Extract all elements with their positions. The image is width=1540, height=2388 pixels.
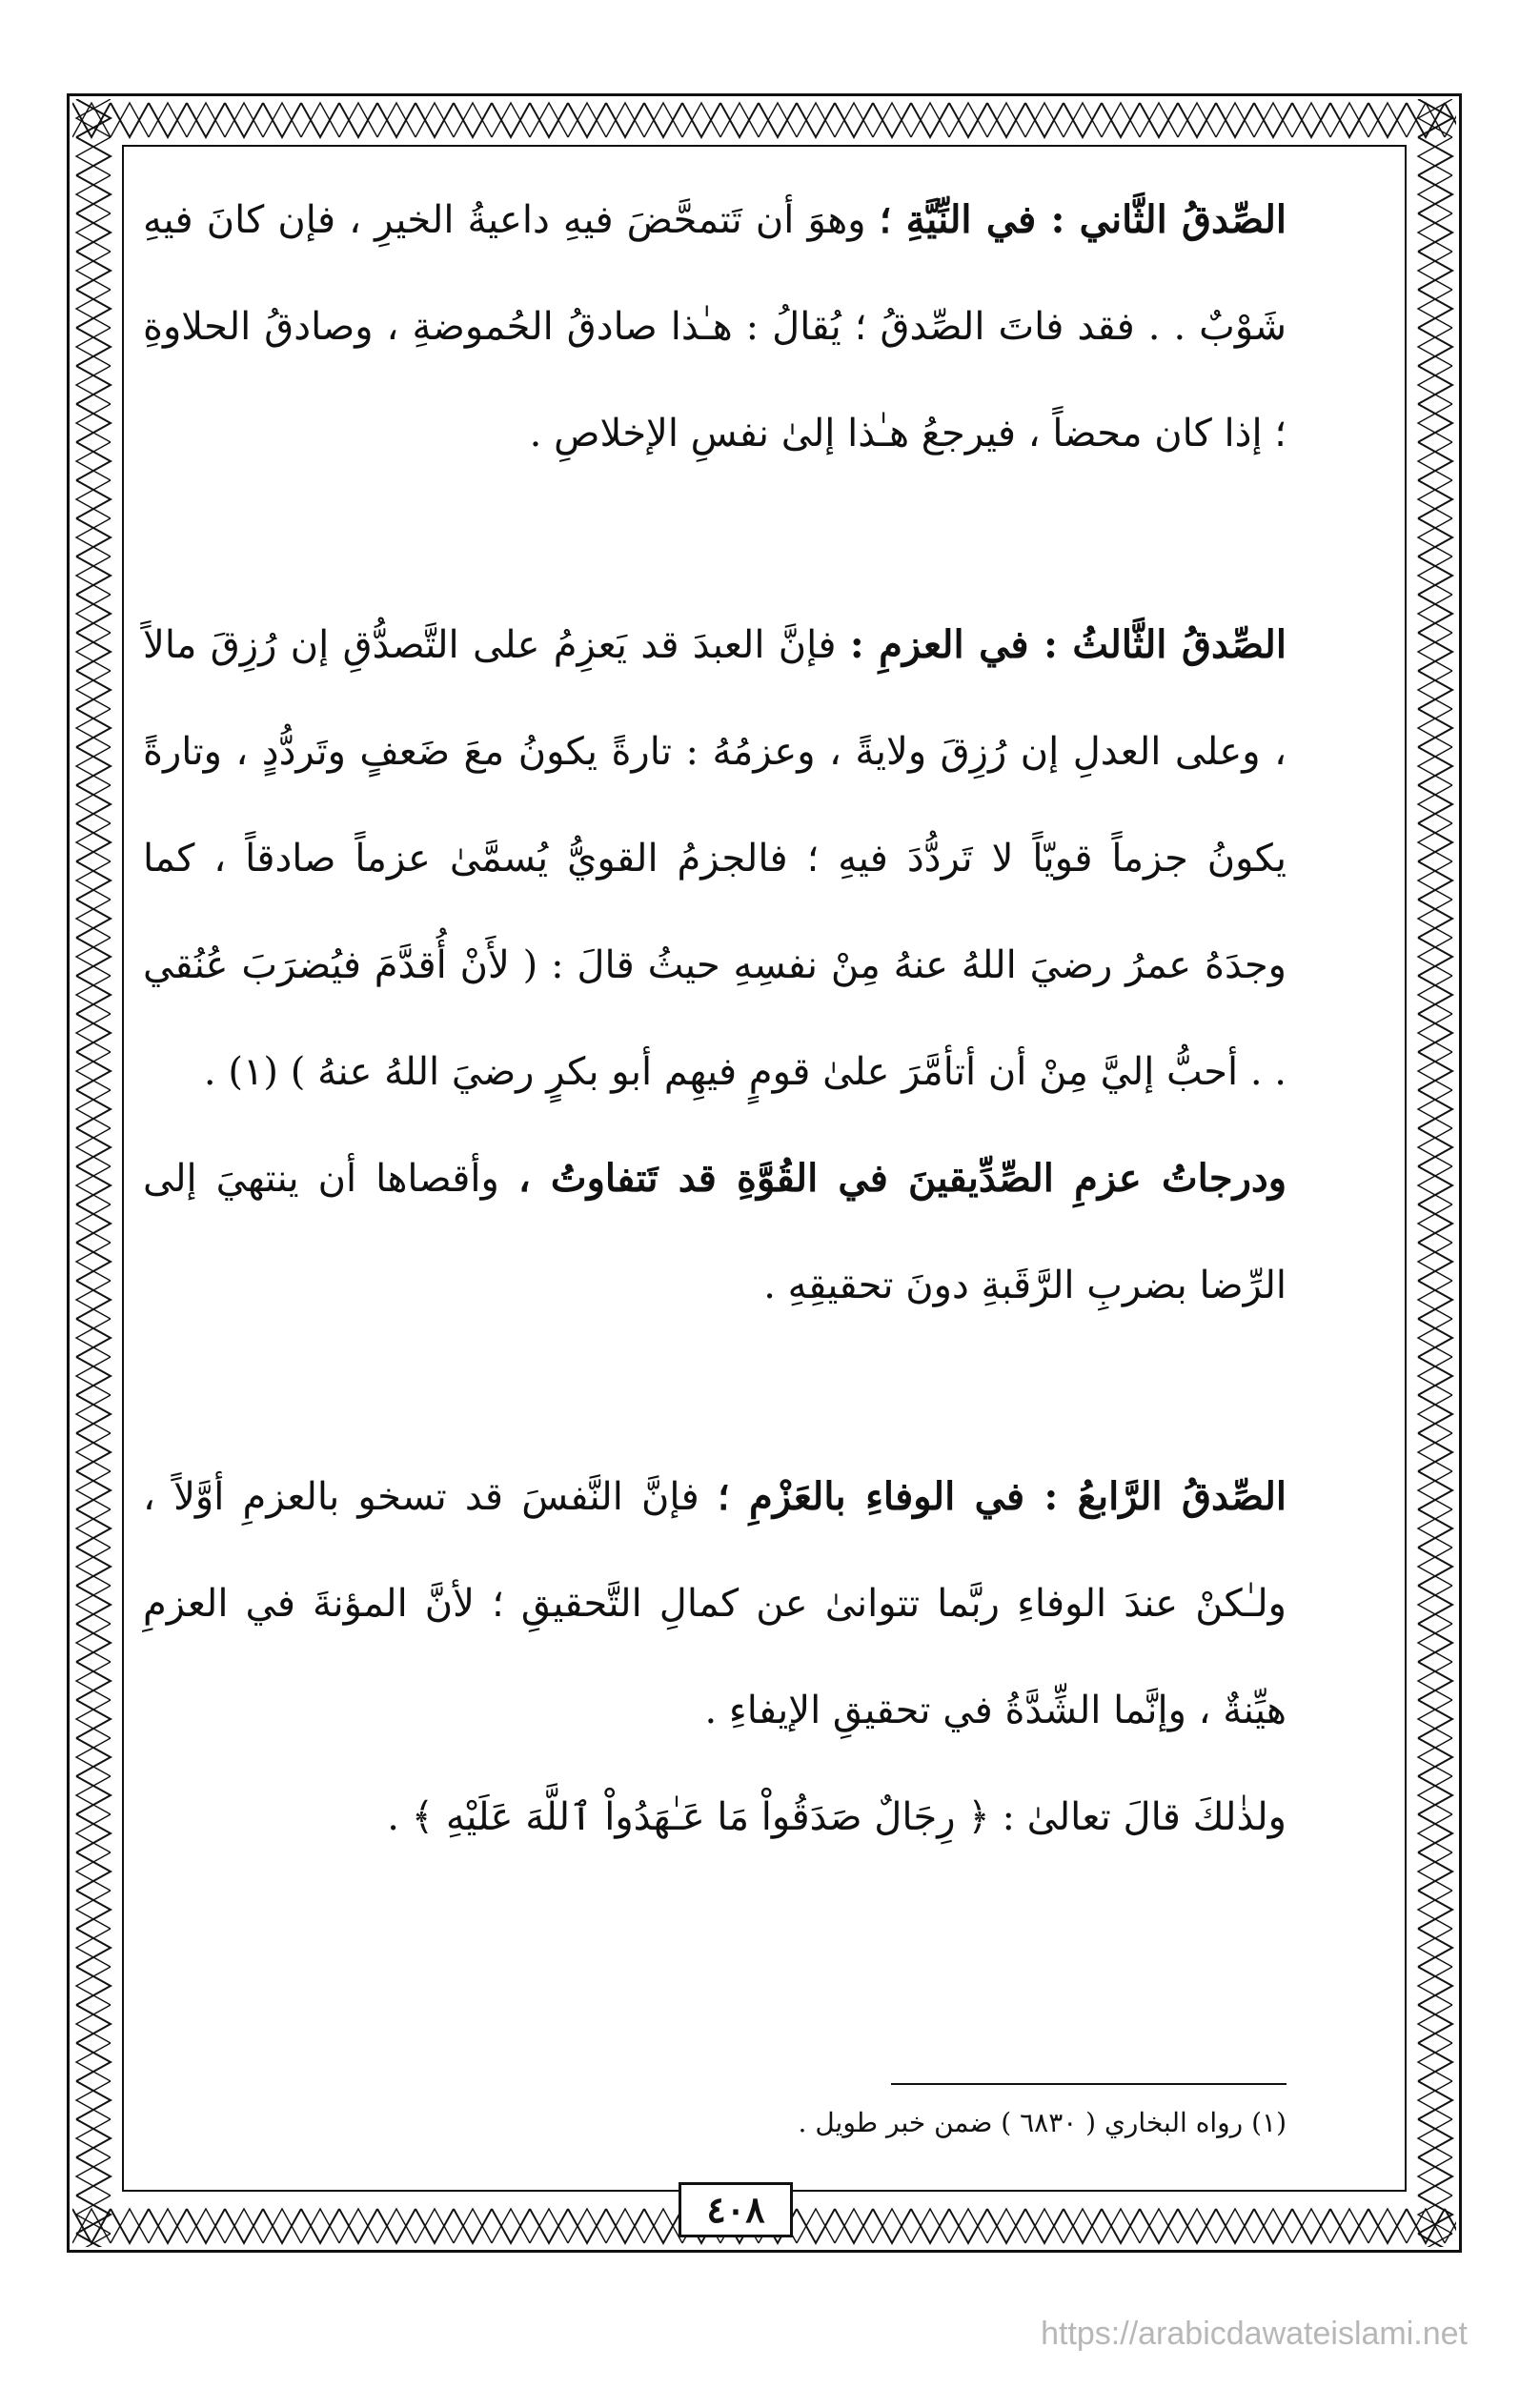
decorative-border-top (72, 99, 1456, 141)
page-number: ٤٠٨ (679, 2182, 793, 2237)
watermark-url: https://arabicdawateislami.net (1041, 2316, 1468, 2352)
paragraph-text: وهوَ أن تَتمحَّضَ فيهِ داعيةُ الخيرِ ، فإن كانَ فيهِ شَوْبٌ . . فقد فاتَ الصِّدقُ ؛ يُقالُ : هـٰذا صادقُ الحُموضةِ ، وصادقُ الحلاوةِ ؛ إذا كان محضاً ، فيرجعُ هـٰذا إلىٰ نفسِ الإخلاصِ . (143, 198, 1287, 455)
paragraph-text: وأقصاها أن ينتهيَ إلى الرِّضا بضربِ الرَّقَبةِ دونَ تحقيقِهِ . (143, 1157, 1287, 1307)
paragraph-heading: الصِّدقُ الرَّابعُ : في الوفاءِ بالعَزْمِ ؛ (717, 1474, 1287, 1519)
paragraph-spacer (143, 1339, 1287, 1444)
footnote: (١) رواه البخاري ( ٦٨٣٠ ) ضمن خبر طويل . (798, 2107, 1287, 2138)
decorative-border-right (1414, 99, 1456, 2247)
paragraph-sidq-third (143, 592, 1287, 1125)
paragraph-spacer (143, 487, 1287, 592)
paragraph-heading: الصِّدقُ الثَّالثُ : في العزمِ : (849, 622, 1287, 667)
paragraph-heading: ودرجاتُ عزمِ الصِّدِّيقينَ في القُوَّةِ قد تَتفاوتُ ، (517, 1156, 1287, 1201)
paragraph-text: فإنَّ العبدَ قد يَعزِمُ على التَّصدُّقِ إن رُزِقَ مالاً ، وعلى العدلِ إن رُزِقَ ولايةً ، وعزمُهُ : تارةً يكونُ معَ ضَعفٍ وتَردُّدٍ ، وتارةً يكونُ جزماً قويّاً لا تَردُّدَ فيهِ ؛ فالجزمُ القويُّ يُسمَّىٰ عزماً صادقاً ، كما وجدَهُ عمرُ رضيَ اللهُ عنهُ مِنْ نفسِهِ حيثُ قالَ : ( لأَنْ أُقدَّمَ فيُضرَبَ عُنُقي . . أحبُّ إليَّ مِنْ أن أتأمَّرَ علىٰ قومٍ فيهِم أبو بكرٍ رضيَ اللهُ عنهُ ) (١) . (143, 623, 1287, 1094)
decorative-border-left (72, 99, 114, 2247)
paragraph-text: ولذٰلكَ قالَ تعالىٰ : ﴿ رِجَالٌ صَدَقُواْ مَا عَـٰهَدُواْ ٱللَّهَ عَلَيْهِ ﴾ . (387, 1795, 1287, 1839)
paragraph-text: فإنَّ النَّفسَ قد تسخو بالعزمِ أوَّلاً ، ولـٰكنْ عندَ الوفاءِ ربَّما تتوانىٰ عن كمالِ التَّحقيقِ ؛ لأنَّ المؤنةَ في العزمِ هيِّنةٌ ، وإنَّما الشِّدَّةُ في تحقيقِ الإيفاءِ . (143, 1475, 1287, 1732)
paragraph-heading: الصِّدقُ الثَّاني : في النِّيَّةِ ؛ (879, 197, 1287, 242)
footnote-divider (891, 2083, 1287, 2085)
paragraph-quran-quote (143, 1764, 1287, 1871)
paragraph-degrees (143, 1125, 1287, 1339)
paragraph-sidq-second (143, 167, 1287, 487)
page-body (143, 167, 1287, 1871)
paragraph-sidq-fourth (143, 1444, 1287, 1764)
